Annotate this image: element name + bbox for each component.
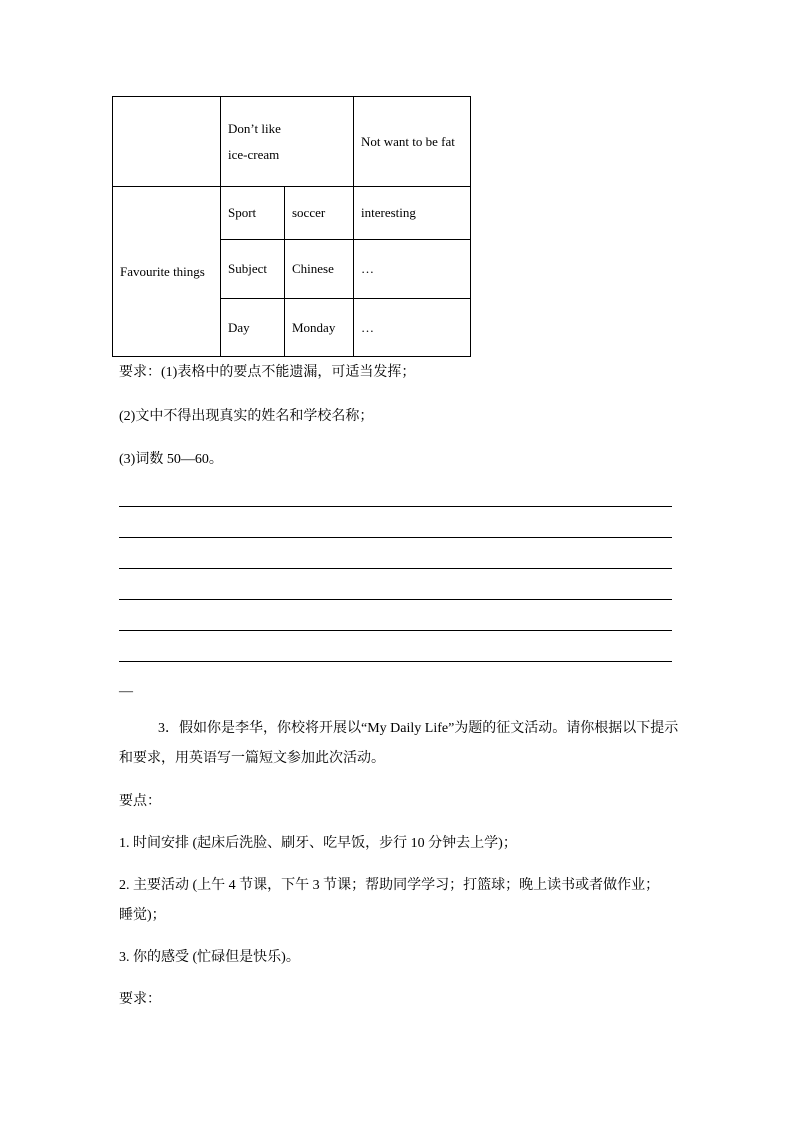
info-table [112,96,471,357]
row-label-favourite-things: Favourite things [113,187,221,357]
table-empty-cell [113,97,221,187]
row-value: soccer [285,187,354,240]
question-3-intro-line2: 和要求，用英语写一篇短文参加此次活动。 [119,751,385,766]
question-3-intro: 3．假如你是李华，你校将开展以“My Daily Life”为题的征文活动。请你根据以下提示 [158,721,679,736]
requirement-2: (2)文中不得出现真实的姓名和学校名称； [119,409,374,424]
requirement-1: 要求：(1)表格中的要点不能遗漏，可适当发挥； [119,365,416,380]
row-value: Chinese [285,240,354,299]
header-dislike-text-line2: ice-cream [228,146,280,162]
point-1: 1. 时间安排 (起床后洗脸、刷牙、吃早饭，步行 10 分钟去上学)； [119,836,517,851]
writing-line [119,506,672,507]
requirement-3: (3)词数 50—60。 [119,452,223,467]
row-note: … [354,240,471,299]
table-row [113,187,471,240]
point-2: 2. 主要活动 (上午 4 节课，下午 3 节课；帮助同学学习；打篮球；晚上读书或者做作业； [119,878,660,893]
row-note: … [354,299,471,357]
points-label: 要点： [119,794,161,809]
requirements-label: 要求： [119,992,161,1007]
writing-line [119,537,672,538]
header-not-fat-cell: Not want to be fat [354,97,471,187]
writing-line [119,599,672,600]
row-category: Day [221,299,285,357]
header-dislike-cell [221,97,354,187]
point-3: 3. 你的感受 (忙碌但是快乐)。 [119,950,300,965]
point-2-line2: 睡觉)； [119,908,166,923]
row-value: Monday [285,299,354,357]
row-category: Subject [221,240,285,299]
writing-line [119,568,672,569]
writing-line [119,630,672,631]
trailing-dash: — [119,684,133,699]
row-note: interesting [354,187,471,240]
table-header-row [113,97,471,187]
writing-line [119,661,672,662]
header-dislike-text: Don’t like [228,120,281,136]
row-category: Sport [221,187,285,240]
